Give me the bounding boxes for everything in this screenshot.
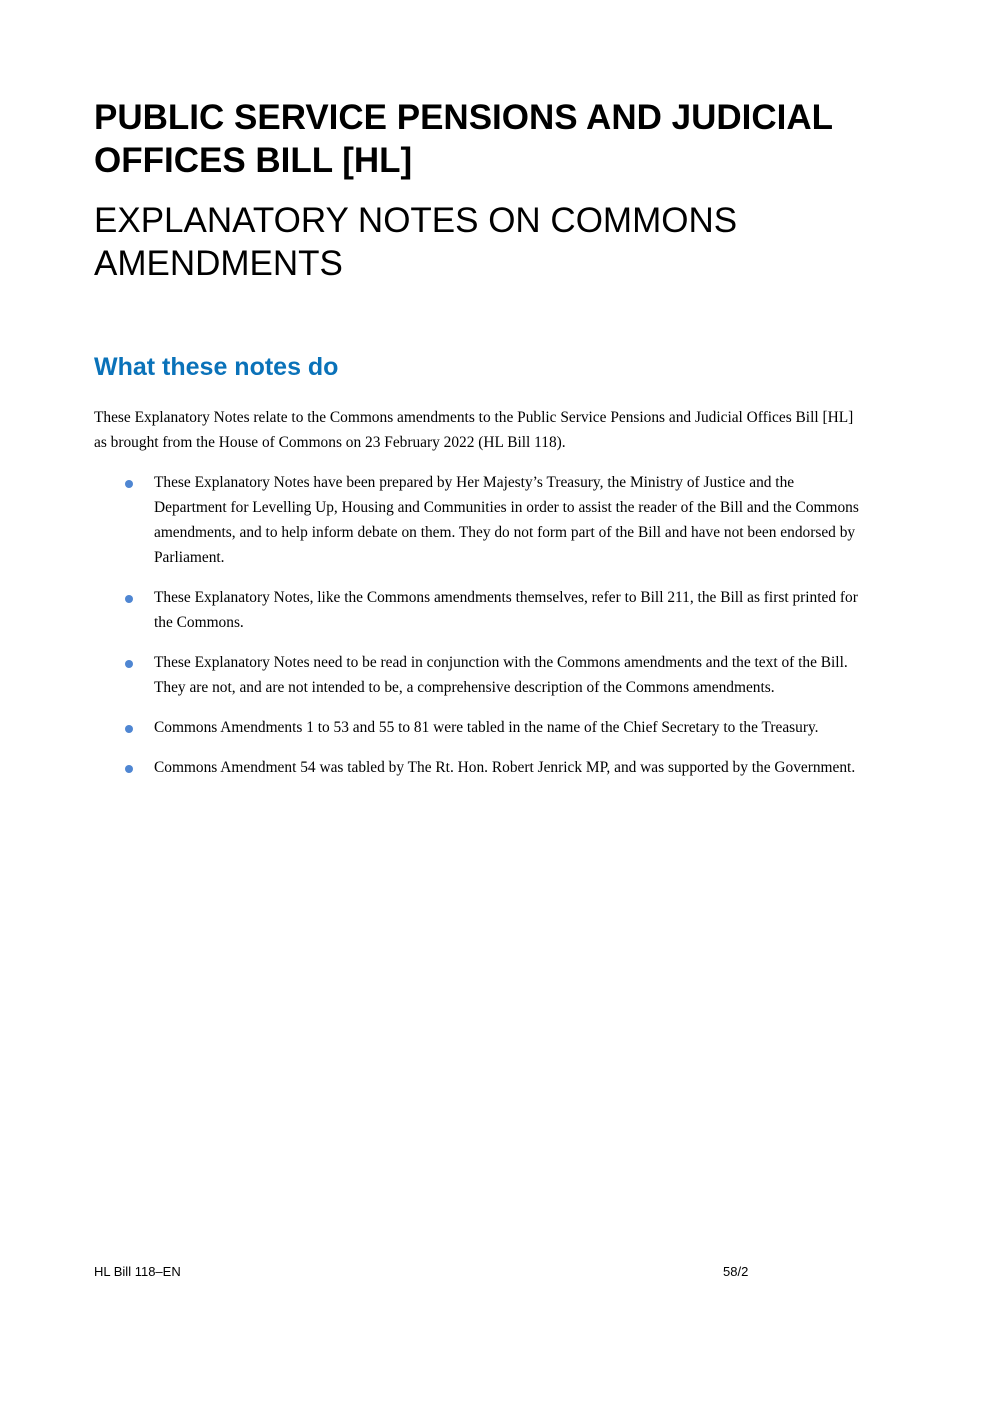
- document-subtitle: EXPLANATORY NOTES ON COMMONS AMENDMENTS: [94, 201, 738, 283]
- bullet-dot-icon: [125, 660, 133, 668]
- bullet-list: [94, 470, 864, 780]
- bullet-dot-icon: [125, 595, 133, 603]
- bullet-dot-icon: [125, 725, 133, 733]
- bullet-item: [94, 755, 864, 780]
- bullet-text: These Explanatory Notes, like the Commons amendments themselves, refer to Bill 211, the Bill as first printed for the Commons.: [154, 589, 858, 631]
- bullet-item: [94, 650, 864, 700]
- bullet-dot-icon: [125, 480, 133, 488]
- bullet-item: [94, 585, 864, 635]
- bullet-text: Commons Amendments 1 to 53 and 55 to 81 were tabled in the name of the Chief Secretary to the Treasury.: [154, 719, 819, 736]
- bullet-text: These Explanatory Notes need to be read in conjunction with the Commons amendments and the text of the Bill. They are not, and are not intended to be, a comprehensive description of the Commons amendments.: [154, 654, 848, 696]
- bullet-text: These Explanatory Notes have been prepared by Her Majesty’s Treasury, the Ministry of Justice and the Department for Levelling Up, Housing and Communities in order to assist the reader of the Bill and the Commons amendments, and to help inform debate on them. They do not form part of the Bill and have not been endorsed by Parliament.: [154, 474, 859, 566]
- bullet-item: [94, 715, 864, 740]
- document-title: PUBLIC SERVICE PENSIONS AND JUDICIAL OFFICES BILL [HL]: [94, 98, 833, 180]
- section-heading: What these notes do: [94, 353, 339, 381]
- footer-page-number: 58/2: [723, 1264, 749, 1279]
- footer-bill-reference: HL Bill 118–EN: [94, 1264, 181, 1279]
- bullet-dot-icon: [125, 765, 133, 773]
- bullet-item: [94, 470, 864, 570]
- bullet-text: Commons Amendment 54 was tabled by The Rt. Hon. Robert Jenrick MP, and was supported by the Government.: [154, 759, 856, 776]
- intro-paragraph: These Explanatory Notes relate to the Commons amendments to the Public Service Pensions and Judicial Offices Bill [HL] as brought from the House of Commons on 23 February 2022 (HL Bill 118).: [94, 409, 854, 451]
